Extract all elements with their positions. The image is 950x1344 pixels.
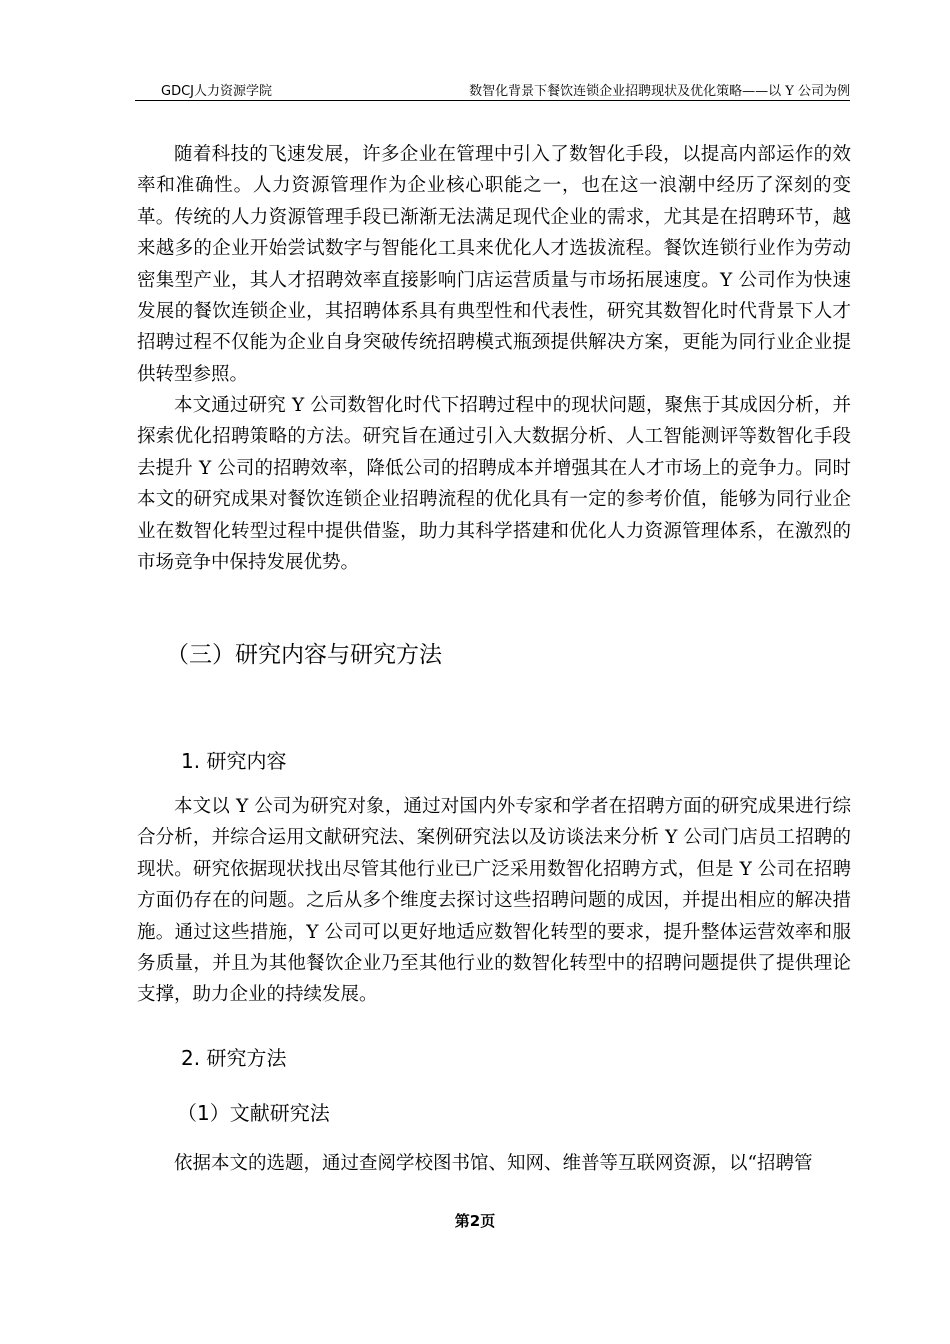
page-header — [135, 78, 850, 101]
paragraph-background: 随着科技的飞速发展，许多企业在管理中引入了数智化手段，以提高内部运作的效率和准确性。人力资源管理作为企业核心职能之一，也在这一浪潮中经历了深刻的变革。传统的人力资源管理手段已渐渐无法满足现代企业的需求，尤其是在招聘环节，越来越多的企业开始尝试数字与智能化工具来优化人才选拔流程。餐饮连锁行业作为劳动密集型产业，其人才招聘效率直接影响门店运营质量与市场拓展速度。Y 公司作为快速发展的餐饮连锁企业，其招聘体系具有典型性和代表性，研究其数智化时代背景下人才招聘过程不仅能为企业自身突破传统招聘模式瓶颈提供解决方案，更能为同行业企业提供转型参照。 — [137, 144, 851, 385]
page-number: 第2页 — [454, 1212, 496, 1230]
paragraph-literature-method: 依据本文的选题，通过查阅学校图书馆、知网、维普等互联网资源，以“招聘管 — [174, 1153, 813, 1174]
subheading-literature-method: （1）文献研究法 — [177, 1101, 330, 1125]
subheading-research-methods: 2. 研究方法 — [181, 1046, 287, 1070]
paragraph-purpose: 本文通过研究 Y 公司数智化时代下招聘过程中的现状问题，聚焦于其成因分析，并探索优化招聘策略的方法。研究旨在通过引入大数据分析、人工智能测评等数智化手段去提升 Y 公司的招聘效率，降低公司的招聘成本并增强其在人才市场上的竞争力。同时本文的研究成果对餐饮连锁企业招聘流程的优化具有一定的参考价值，能够为同行业企业在数智化转型过程中提供借鉴，助力其科学搭建和优化人力资源管理体系，在激烈的市场竞争中保持发展优势。 — [137, 395, 851, 574]
paragraph-research-content: 本文以 Y 公司为研究对象，通过对国内外专家和学者在招聘方面的研究成果进行综合分析，并综合运用文献研究法、案例研究法以及访谈法来分析 Y 公司门店员工招聘的现状。研究依据现状找出尽管其他行业已广泛采用数智化招聘方式，但是 Y 公司在招聘方面仍存在的问题。之后从多个维度去探讨这些招聘问题的成因，并提出相应的解决措施。通过这些措施，Y 公司可以更好地适应数智化转型的要求，提升整体运营效率和服务质量，并且为其他餐饮企业乃至其他行业的数智化转型中的招聘问题提供了提供理论支撑，助力企业的持续发展。 — [137, 796, 851, 1006]
header-thesis-title: 数智化背景下餐饮连锁企业招聘现状及优化策略——以 Y 公司为例 — [469, 84, 850, 99]
section-heading-research-content-methods: （三）研究内容与研究方法 — [166, 642, 442, 668]
subheading-research-content: 1. 研究内容 — [181, 749, 287, 773]
header-institution: GDCJ人力资源学院 — [161, 84, 272, 99]
